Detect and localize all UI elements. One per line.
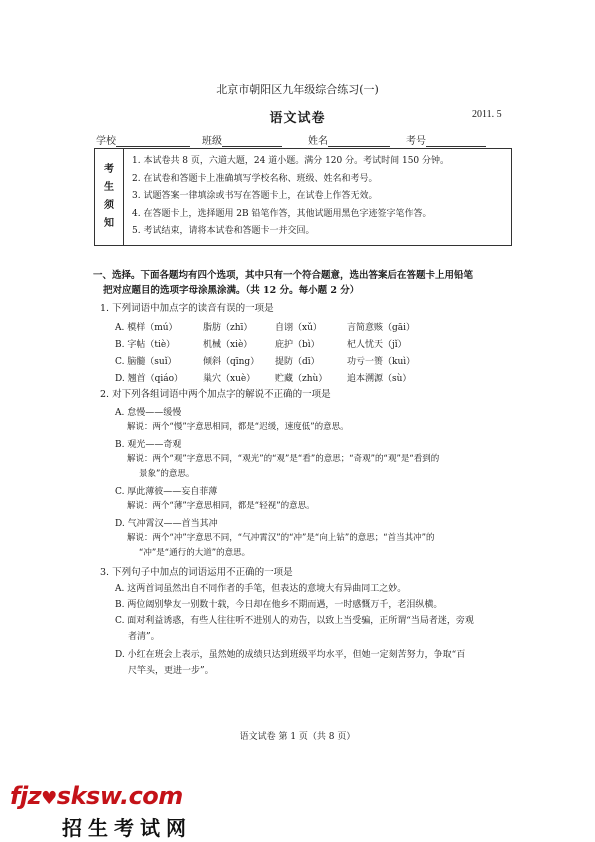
q3-option-b: B. 两位阔别挚友一别数十载，今日却在他乡不期而遇，一时感慨万千，老泪纵横。 — [115, 600, 443, 610]
q3-option-a: A. 这两首词虽然出自不同作者的手笔，但表达的意境大有异曲同工之妙。 — [115, 584, 407, 594]
class-label: 班级 — [202, 136, 222, 147]
notice-label-char: 知 — [104, 218, 114, 229]
q2-option-d: D. 气冲霄汉——首当其冲 — [115, 519, 218, 529]
number-label: 考号 — [406, 136, 426, 147]
name-field — [308, 132, 390, 147]
q3-option-c: C. 面对利益诱惑，有些人往往听不进别人的劝告，以致上当受骗，正所谓“当局者迷，旁观 — [115, 616, 474, 626]
site-watermark-subtitle: 招生考试网 — [62, 816, 192, 840]
number-field — [406, 132, 486, 147]
heart-icon: ♥ — [41, 788, 57, 809]
student-info-row — [96, 132, 506, 147]
q1-cell: A. 模样（mú） — [115, 323, 178, 333]
school-field — [96, 132, 190, 147]
q1-cell: 提防（dī） — [275, 357, 320, 367]
q1-cell: 倾斜（qīng） — [203, 357, 260, 367]
notice-label-char: 考 — [104, 164, 114, 175]
q2-option-a: A. 怠慢——缓慢 — [115, 408, 182, 418]
q1-cell: B. 字帖（tiè） — [115, 340, 176, 350]
q2-stem: 2. 对下列各组词语中两个加点字的解说不正确的一项是 — [100, 389, 331, 400]
school-label: 学校 — [96, 136, 116, 147]
q1-cell: 言简意赅（gāi） — [347, 323, 416, 333]
number-blank — [426, 136, 486, 147]
notice-items — [124, 149, 511, 245]
watermark-text-b: sksw.com — [56, 782, 183, 810]
q2-explanation-d-cont: “冲”是“通行的大道”的意思。 — [139, 548, 251, 558]
class-field — [202, 132, 282, 147]
q1-cell: 巢穴（xuè） — [203, 374, 256, 384]
q1-cell: 追本溯源（sù） — [347, 374, 412, 384]
q1-cell: 自诩（xǔ） — [275, 323, 322, 333]
name-blank — [328, 136, 390, 147]
q2-option-c: C. 厚此薄彼——妄自菲薄 — [115, 487, 218, 497]
exam-subject-title: 语文试卷 — [269, 111, 326, 126]
exam-series-title: 北京市朝阳区九年级综合练习(一) — [216, 83, 379, 96]
q2-explanation-c: 解说：两个“薄”字意思相同，都是“轻视”的意思。 — [127, 501, 315, 511]
q3-stem: 3. 下列句子中加点的词语运用不正确的一项是 — [100, 567, 293, 578]
notice-item: 5. 考试结束，请将本试卷和答题卡一并交回。 — [132, 226, 315, 236]
q3-option-d: D. 小红在班会上表示，虽然她的成绩只达到班级平均水平，但她一定刻苦努力，争取“百 — [115, 650, 466, 660]
q1-cell: 脂肪（zhī） — [203, 323, 253, 333]
notice-item: 1. 本试卷共 8 页，六道大题，24 道小题。满分 120 分。考试时间 150 分钟。 — [132, 156, 450, 166]
q1-cell: 贮藏（zhù） — [275, 374, 328, 384]
q1-cell: 功亏一篑（kuì） — [347, 357, 416, 367]
watermark-text-a: fjz — [10, 782, 42, 810]
q1-cell: 庇护（bì） — [275, 340, 320, 350]
exam-date: 2011. 5 — [472, 109, 502, 120]
q1-cell: 杞人忧天（jǐ） — [347, 340, 407, 350]
exam-notice-box — [94, 148, 512, 246]
notice-item: 3. 试题答案一律填涂或书写在答题卡上，在试卷上作答无效。 — [132, 191, 378, 201]
section-heading — [93, 268, 523, 298]
q1-option-row — [115, 354, 437, 367]
q1-cell: D. 翘首（qiáo） — [115, 374, 184, 384]
q1-cell: C. 脑髓（suǐ） — [115, 357, 177, 367]
notice-item: 4. 在答题卡上，选择题用 2B 铅笔作答，其他试题用黑色字迹签字笔作答。 — [132, 208, 432, 219]
section-heading-line2: 把对应题目的选项字母涂黑涂满。（共 12 分。每小题 2 分） — [103, 285, 360, 296]
page-footer: 语文试卷 第 1 页（共 8 页） — [239, 732, 356, 742]
q3-option-d-cont: 尺竿头，更进一步”。 — [128, 666, 214, 676]
school-blank — [116, 136, 190, 147]
q1-option-row — [115, 337, 437, 350]
q2-explanation-b: 解说：两个“观”字意思不同，“观光”的“观”是“看”的意思；“奇观”的“观”是“看到的 — [127, 454, 440, 464]
notice-label-char: 生 — [104, 182, 114, 193]
notice-label-char: 须 — [104, 200, 114, 211]
q2-explanation-d: 解说：两个“冲”字意思不同，“气冲霄汉”的“冲”是“向上钻”的意思；“首当其冲”的 — [127, 533, 435, 543]
notice-item: 2. 在试卷和答题卡上准确填写学校名称、班级、姓名和考号。 — [132, 173, 378, 184]
name-label: 姓名 — [308, 136, 328, 147]
q3-option-c-cont: 者清”。 — [128, 632, 160, 642]
site-watermark-logo — [10, 782, 183, 810]
q2-explanation-a: 解说：两个“慢”字意思相同，都是“迟缓，速度低”的意思。 — [127, 422, 349, 432]
q1-option-row — [115, 371, 437, 384]
section-heading-line1: 一、选择。下面各题均有四个选项，其中只有一个符合题意，选出答案后在答题卡上用铅笔 — [93, 270, 474, 281]
class-blank — [222, 136, 282, 147]
q2-explanation-b-cont: 景象”的意思。 — [139, 469, 195, 479]
notice-label — [95, 149, 124, 245]
q2-option-b: B. 观光——奇观 — [115, 440, 182, 450]
q1-cell: 机械（xiè） — [203, 340, 253, 350]
q1-option-row — [115, 320, 437, 333]
q1-stem: 1. 下列词语中加点字的读音有误的一项是 — [100, 303, 274, 314]
